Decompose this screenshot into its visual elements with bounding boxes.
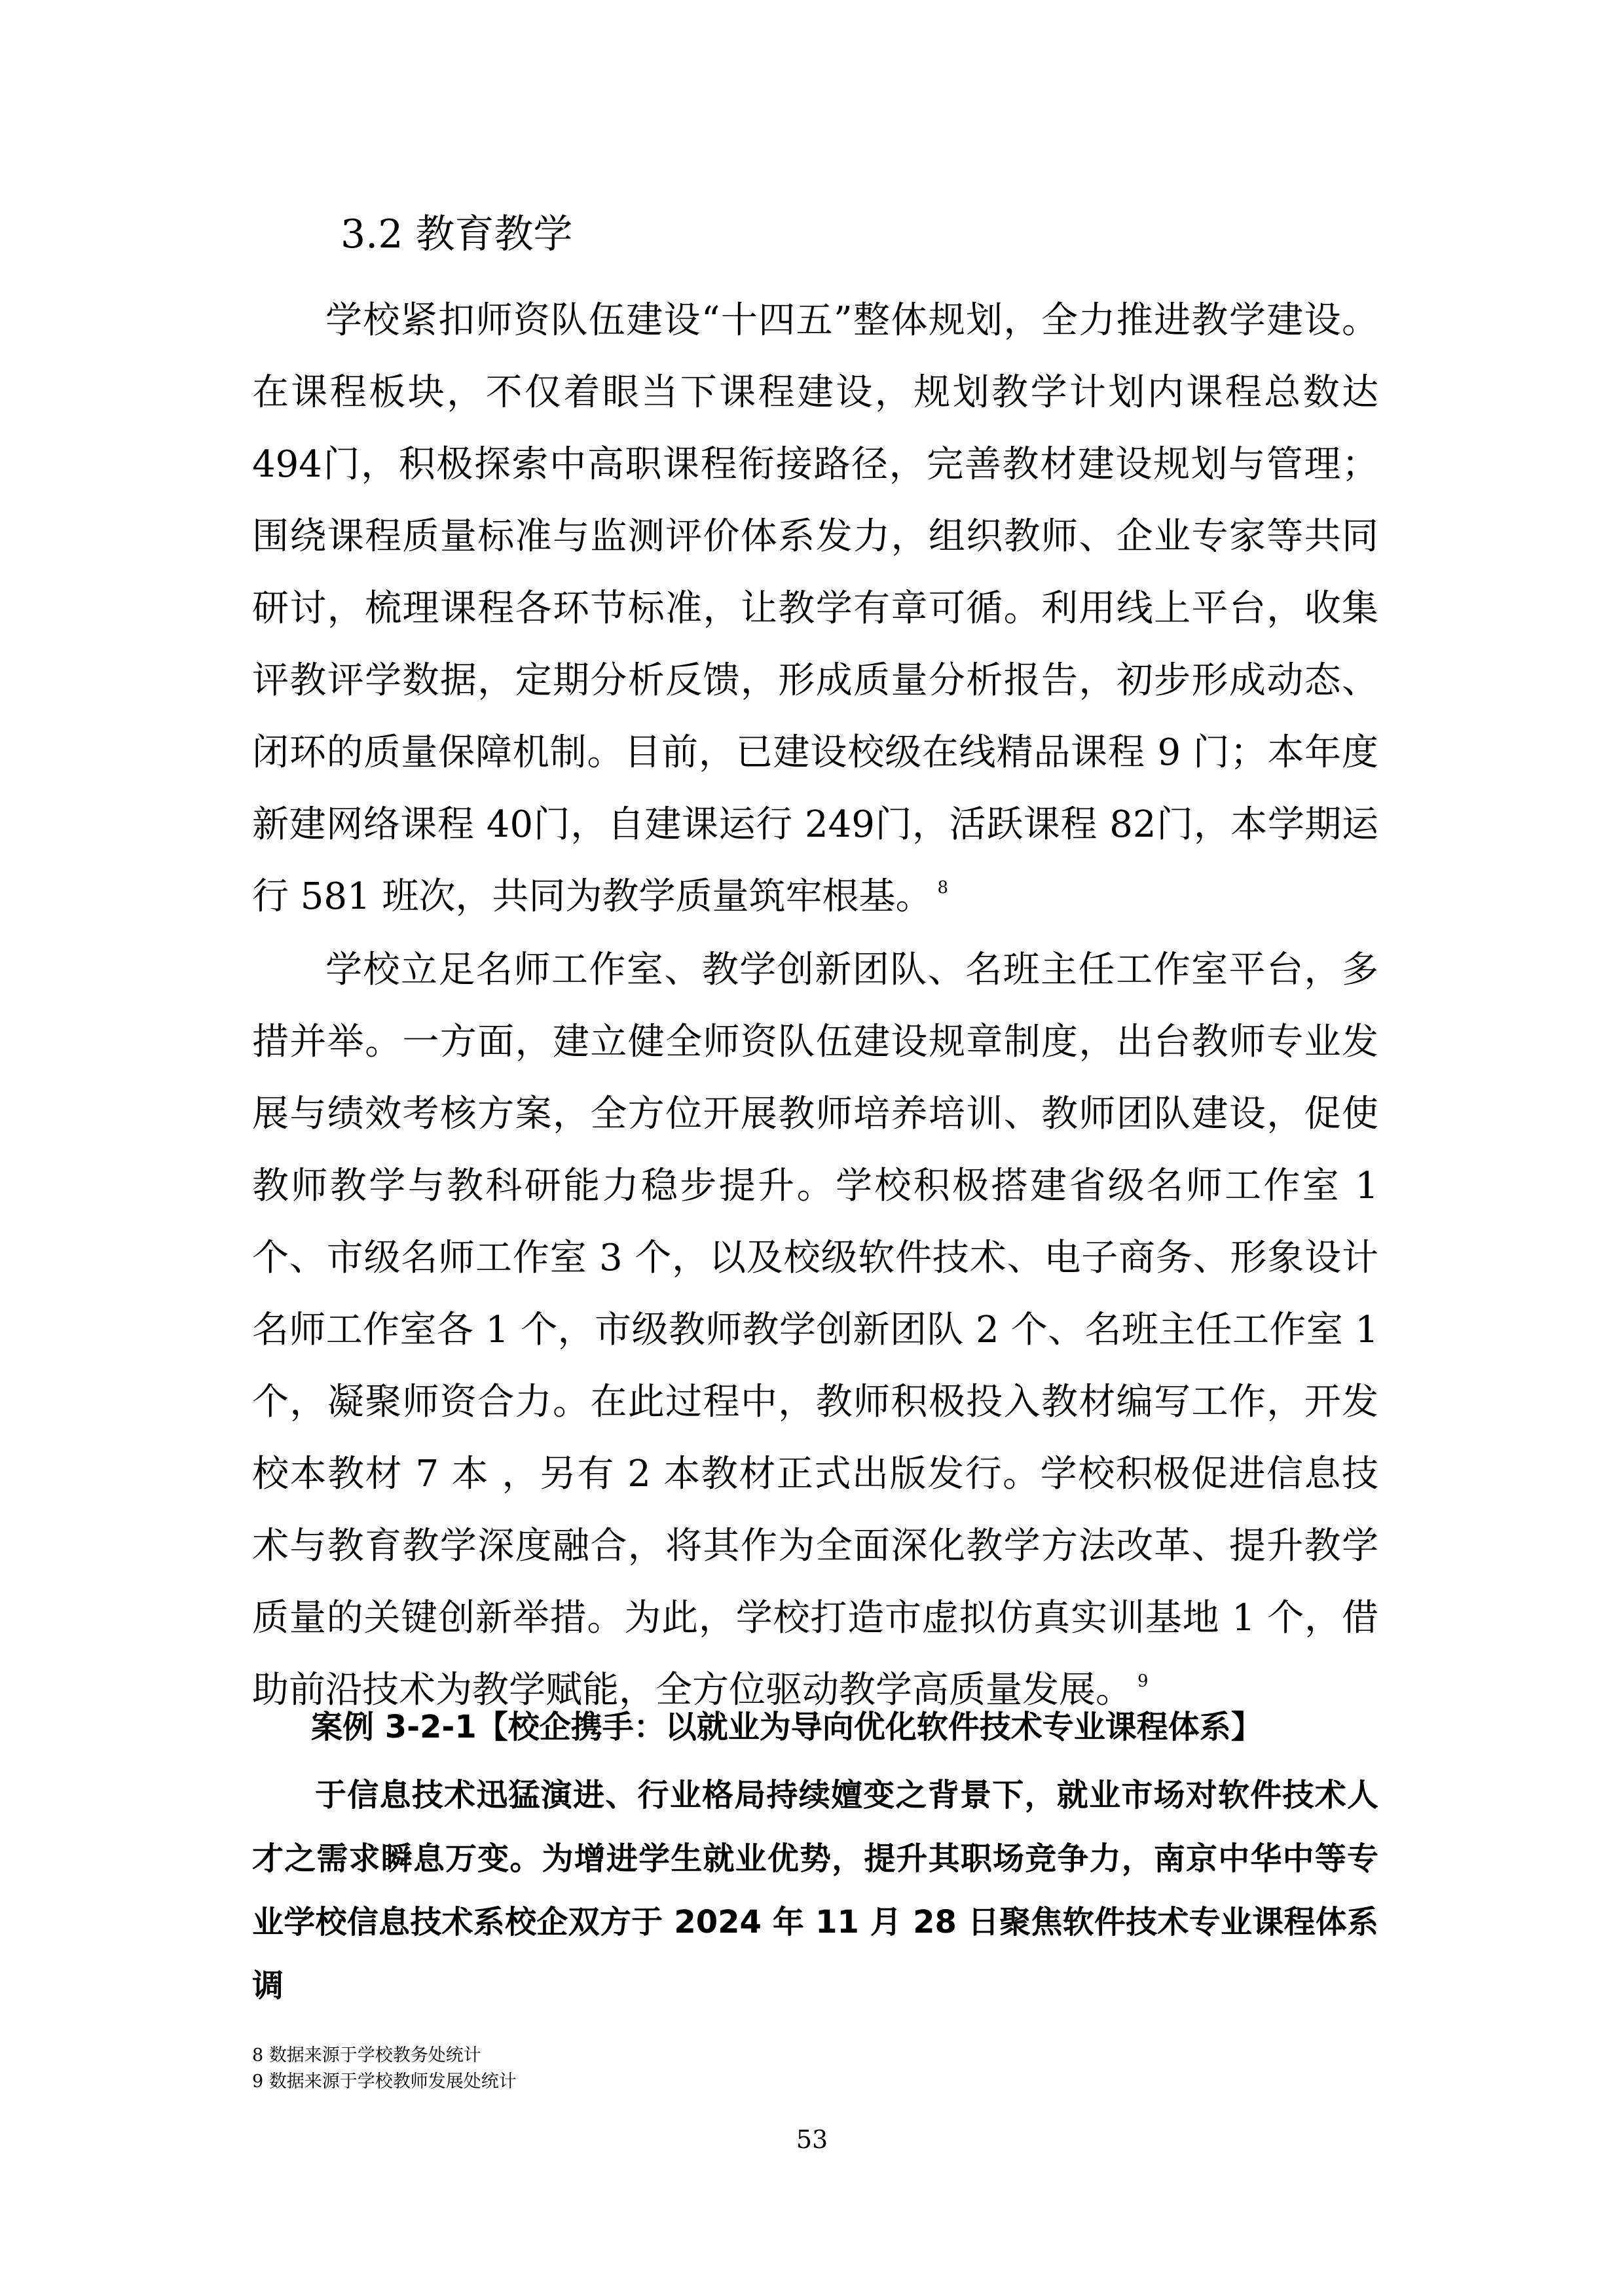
section-heading: 3.2 教育教学 [341, 211, 573, 257]
footnote-reference[interactable]: 8 [937, 878, 949, 898]
case-paragraph: 于信息技术迅猛演进、行业格局持续嬗变之背景下，就业市场对软件技术人才之需求瞬息万变。为增进学生就业优势，提升其职场竞争力，南京中华中等专业学校信息技术系校企双方于 2024 年 11 月 28 日聚焦软件技术专业课程体系调 [252, 1777, 1378, 2004]
footnote: 8 数据来源于学校教务处统计 [252, 2045, 481, 2066]
footnote: 9 数据来源于学校教师发展处统计 [252, 2071, 517, 2092]
body-paragraph [252, 285, 1378, 933]
paragraph-text: 学校立足名师工作室、教学创新团队、名班主任工作室平台，多措并举。一方面，建立健全师资队伍建设规章制度，出台教师专业发展与绩效考核方案，全方位开展教师培养培训、教师团队建设，促使教师教学与教科研能力稳步提升。学校积极搭建省级名师工作室 1 个、市级名师工作室 3 个，以及校级软件技术、电子商务、形象设计名师工作室各 1 个，市级教师教学创新团队 2 个、名班主任工作室 1 个，凝聚师资合力。在此过程中，教师积极投入教材编写工作，开发校本教材 7 本 ，另有 2 本教材正式出版发行。学校积极促进信息技术与教育教学深度融合，将其作为全面深化教学方法改革、提升教学质量的关键创新举措。为此，学校打造市虚拟仿真实训基地 1 个，借助前沿技术为教学赋能，全方位驱动教学高质量发展。 [252, 949, 1378, 1711]
footnote-reference[interactable]: 9 [1137, 1671, 1149, 1691]
case-title: 案例 3-2-1【校企携手：以就业为导向优化软件技术专业课程体系】 [311, 1709, 1263, 1745]
body-paragraph [252, 934, 1378, 1726]
footnotes [252, 2043, 517, 2095]
paragraph-text: 学校紧扣师资队伍建设“十四五”整体规划，全力推进教学建设。在课程板块，不仅着眼当下课程建设，规划教学计划内课程总数达494门，积极探索中高职课程衔接路径，完善教材建设规划与管理；围绕课程质量标准与监测评价体系发力，组织教师、企业专家等共同研讨，梳理课程各环节标准，让教学有章可循。利用线上平台，收集评教评学数据，定期分析反馈，形成质量分析报告，初步形成动态、闭环的质量保障机制。目前，已建设校级在线精品课程 9 门；本年度新建网络课程 40门，自建课运行 249门，活跃课程 82门，本学期运行 581 班次，共同为教学质量筑牢根基。 [252, 299, 1378, 918]
page-number: 53 [796, 2125, 828, 2154]
